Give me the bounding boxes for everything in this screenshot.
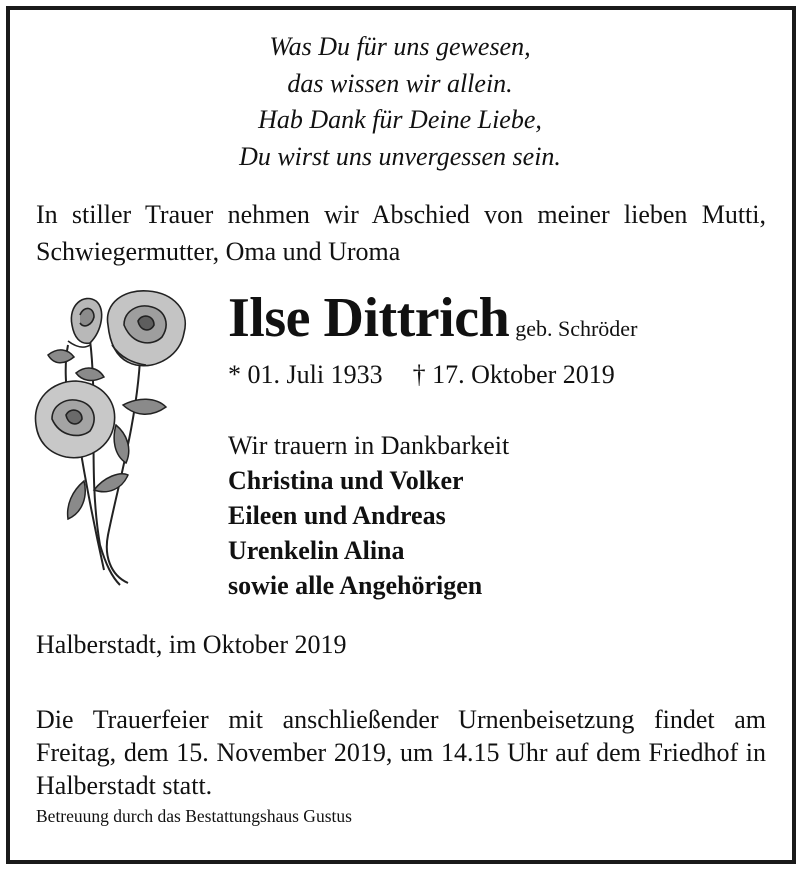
mourners-block (228, 428, 509, 603)
death-date: † 17. Oktober 2019 (412, 360, 615, 389)
place-date: Halberstadt, im Oktober 2019 (36, 630, 347, 659)
deceased-name-line (228, 286, 637, 350)
maiden-name: geb. Schröder (515, 316, 638, 341)
poem-line: das wissen wir allein. (287, 68, 513, 98)
life-dates (228, 360, 615, 390)
mourners-heading: Wir trauern in Dankbarkeit (228, 431, 510, 460)
roses-illustration-icon (28, 285, 198, 590)
mourner-name: Christina und Volker (228, 466, 464, 495)
mourner-name: Urenkelin Alina (228, 536, 405, 565)
poem-line: Was Du für uns gewesen, (269, 32, 531, 61)
intro-text: In stiller Trauer nehmen wir Abschied von meiner lieben Mutti, Schwiegermutter, Oma und Uroma (36, 200, 766, 266)
poem-line: Hab Dank für Deine Liebe, (258, 105, 542, 134)
mourner-name: sowie alle Angehörigen (228, 571, 483, 600)
memorial-poem (0, 29, 800, 175)
birth-date: * 01. Juli 1933 (228, 360, 383, 389)
deceased-name: Ilse Dittrich (228, 287, 510, 349)
mourner-name: Eileen und Andreas (228, 501, 446, 530)
poem-line: Du wirst uns unvergessen sein. (239, 141, 561, 171)
funeral-details: Die Trauerfeier mit anschließender Urnenbeisetzung findet am Freitag, dem 15. November 2019, um 14.15 Uhr auf dem Friedhof in Halberstadt statt. (36, 705, 766, 800)
undertaker-note: Betreuung durch das Bestattungshaus Gustus (36, 806, 352, 826)
